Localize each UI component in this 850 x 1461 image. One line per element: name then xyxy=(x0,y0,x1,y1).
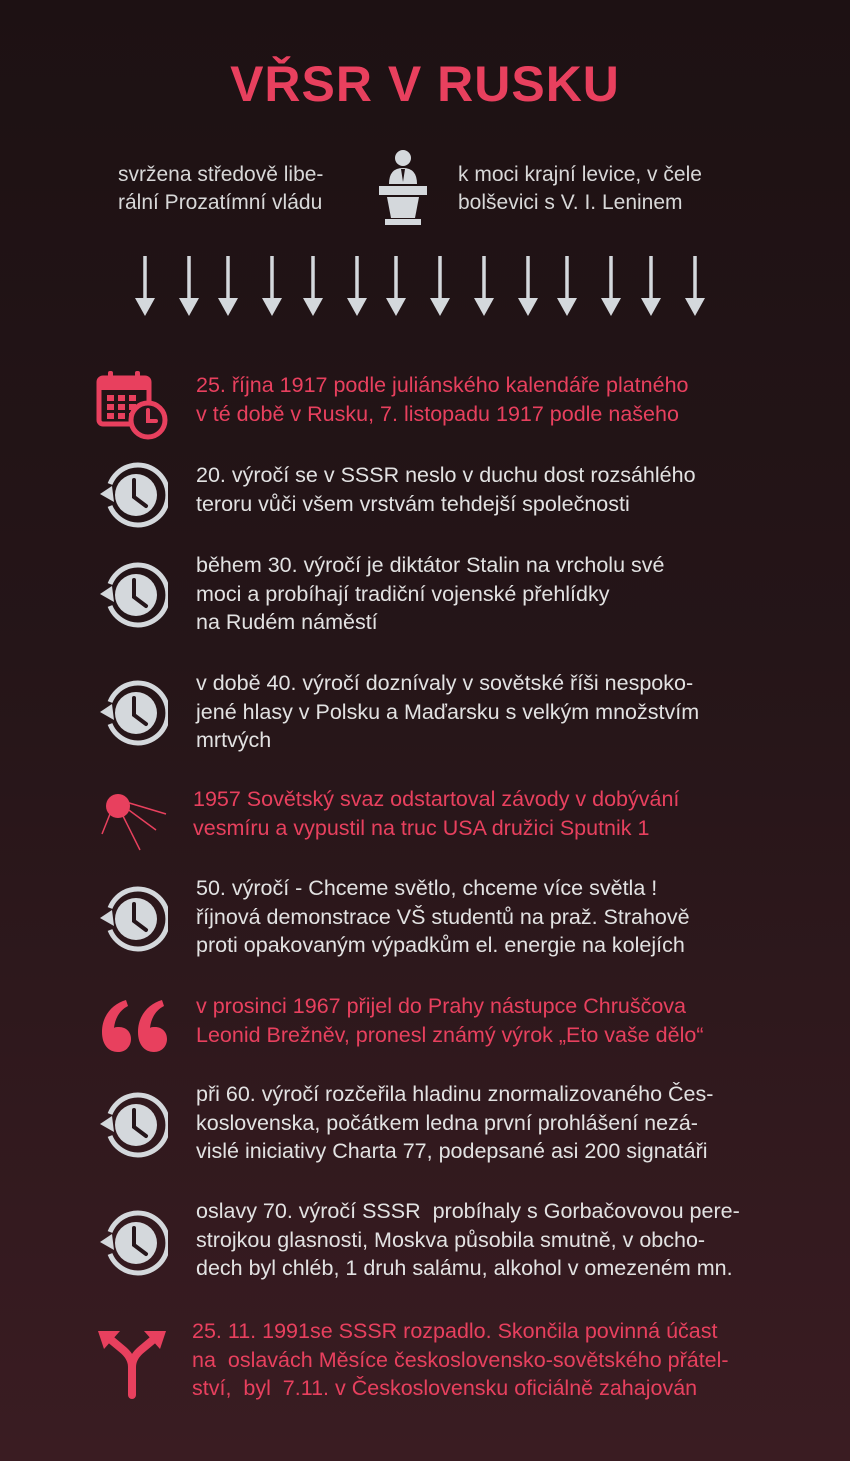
quote-icon xyxy=(96,996,168,1061)
timeline-item-text: v prosinci 1967 přijel do Prahy nástupce Chruščova Leonid Brežněv, pronesl známý výrok „Eto vaše dělo“ xyxy=(196,994,704,1047)
timeline-item-text: v době 40. výročí doznívaly v sovětské říši nespoko- jené hlasy v Polsku a Maďarsku s velkým množstvím mrtvých xyxy=(196,671,700,752)
timeline-item-text: 1957 Sovětský svaz odstartoval závody v dobývání vesmíru a vypustil na truc USA družici Sputnik 1 xyxy=(193,787,680,840)
history-clock-icon xyxy=(96,678,168,753)
down-arrow-icon xyxy=(474,256,494,316)
timeline-item-text: oslavy 70. výročí SSSR probíhaly s Gorbačovovou pere- strojkou glasnosti, Moskva působila smutně, v obcho- dech byl chléb, 1 druh salámu, alkohol v omezeném mn. xyxy=(196,1199,740,1280)
timeline-item-text: 25. října 1917 podle juliánského kalendáře platného v té době v Rusku, 7. listopadu 1917 podle našeho xyxy=(196,373,689,426)
timeline-item-text: 50. výročí - Chceme světlo, chceme více světla ! říjnová demonstrace VŠ studentů na praž. Strahově proti opakovaným výpadkům el. energie na kolejích xyxy=(196,876,690,957)
history-clock-icon xyxy=(96,1090,168,1165)
split-arrows-icon xyxy=(96,1327,168,1404)
history-clock-icon xyxy=(96,884,168,959)
down-arrows xyxy=(0,254,850,320)
page-title: VŘSR V RUSKU xyxy=(230,56,620,112)
history-clock-icon xyxy=(96,560,168,635)
down-arrow-icon xyxy=(386,256,406,316)
down-arrow-icon xyxy=(135,256,155,316)
down-arrow-icon xyxy=(303,256,323,316)
history-clock-icon xyxy=(96,460,168,535)
history-clock-icon xyxy=(96,1208,168,1283)
timeline-item-text: 25. 11. 1991se SSSR rozpadlo. Skončila povinná účast na oslavách Měsíce československo-sovětského přátel- ství, byl 7.11. v Československu oficiálně zahajován xyxy=(192,1319,729,1400)
sputnik-icon xyxy=(96,784,168,861)
down-arrow-icon xyxy=(262,256,282,316)
down-arrow-icon xyxy=(685,256,705,316)
calendar-clock-icon xyxy=(96,368,168,445)
speaker-at-podium-icon xyxy=(375,148,431,226)
intro-right-text: k moci krajní levice, v čele bolševici s V. I. Leninem xyxy=(458,163,702,214)
down-arrow-icon xyxy=(601,256,621,316)
down-arrow-icon xyxy=(557,256,577,316)
down-arrow-icon xyxy=(430,256,450,316)
down-arrow-icon xyxy=(218,256,238,316)
timeline-item-text: během 30. výročí je diktátor Stalin na vrcholu své moci a probíhají tradiční vojenské přehlídky na Rudém náměstí xyxy=(196,553,665,634)
timeline-item-text: při 60. výročí rozčeřila hladinu znormalizovaného Čes- koslovenska, počátkem ledna první prohlášení nezá- vislé iniciativy Charta 77, podepsané asi 200 signatáři xyxy=(196,1082,714,1163)
down-arrow-icon xyxy=(347,256,367,316)
down-arrow-icon xyxy=(518,256,538,316)
intro-left-text: svržena středově libe- rální Prozatímní vládu xyxy=(118,163,324,214)
timeline-item-text: 20. výročí se v SSSR neslo v duchu dost rozsáhlého teroru vůči všem vrstvám tehdejší společnosti xyxy=(196,463,696,516)
down-arrow-icon xyxy=(179,256,199,316)
down-arrow-icon xyxy=(641,256,661,316)
